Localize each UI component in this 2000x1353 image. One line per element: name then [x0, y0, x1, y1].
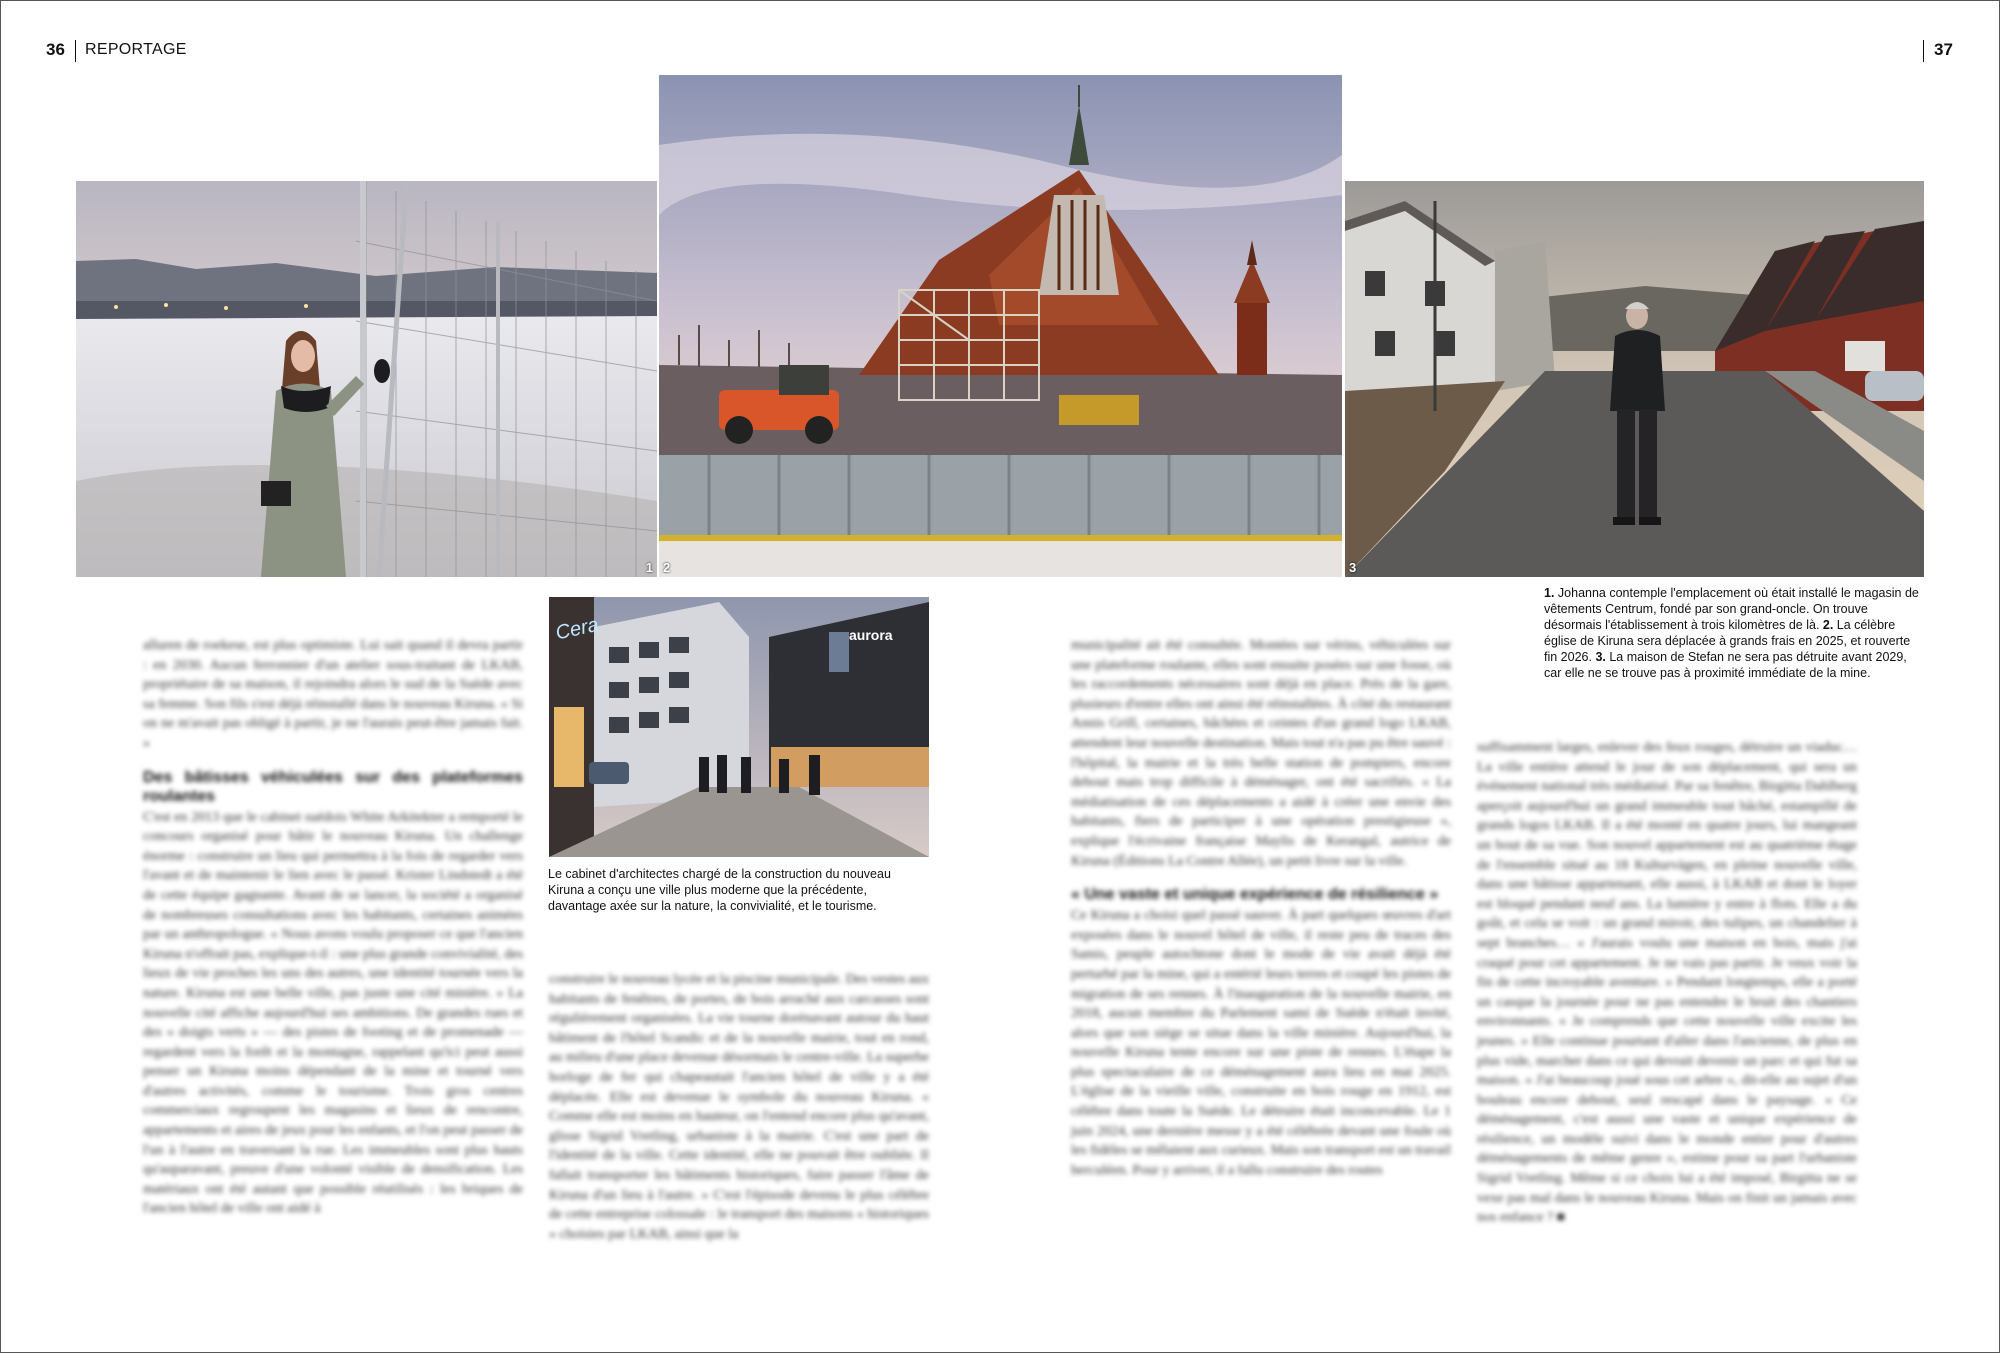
- caption-2-text: La célèbre église de Kiruna sera déplacée à grands frais en 2025, et rouverte fin 2026.: [1544, 618, 1911, 664]
- inset-photo-caption: Le cabinet d'architectes chargé de la construction du nouveau Kiruna a conçu une ville plus moderne que la précédente, davantage axée sur la nature, la convivialité, et le tourisme.: [548, 867, 891, 913]
- col3-body-2: Ce Kiruna a choisi quel passé sauver. À part quelques œuvres d'art exposées dans le nouvel hôtel de ville, il reste peu de traces des Samis, peuple autochtone dont le mode de vie avait déjà été perturbé par la mine, qui a entérié leurs terres et coupé les pistes de migration de ses rennes. À l'inauguration de la nouvelle mairie, en 2018, aucun membre du Parlement sami de Suède n'était invité, alors que son siège se situe dans la ville minière. Aujourd'hui, la nouvelle Kiruna tente encore sur une piste de rennes. L'étape la plus spectaculaire de ce déménagement aura lieu en mai 2025. L'église de la vieille ville, construite en bois rouge en 1912, est célèbre dans toute la Suède. Le détruire était inconcevable. Le 1 juin 2024, une dernière messe y a été célébrée devant une foule où les fidèles se mêlaient aux curieux. Mais son transport est un travail herculéen. Pour y arriver, il a fallu construire des routes: [1071, 908, 1451, 1178]
- caption-3-number: 3.: [1595, 650, 1606, 664]
- caption-1-text: Johanna contemple l'emplacement où était installé le magasin de vêtements Centrum, fondé par son grand-oncle. On trouve désormais l'établissement à trois kilomètres de là.: [1544, 586, 1919, 632]
- left-page-number: 36: [46, 40, 65, 59]
- photo-number-3: 3: [1349, 560, 1357, 575]
- shop-neon-sign: Cera: [553, 613, 601, 645]
- header-divider-left: [75, 40, 76, 62]
- caption-1-number: 1.: [1544, 586, 1555, 600]
- photo-aurora-street: [549, 597, 929, 857]
- right-page-number: 37: [1934, 40, 1953, 59]
- col1-intro: alluren de roekese, est plus optimiste. Lui sait quand il devra partir : en 2030. Aucun ferronnier d'un atelier sous-traitant de LKAB, propriétaire de sa maison, il rejoindra alors le sud de la Suède avec sa femme. Son fils s'est déjà réinstallé dans le nouveau Kiruna. « Si on ne m'avait pas obligé à partir, je ne l'aurais peut-être jamais fait. »: [143, 638, 523, 751]
- article-column-2: [549, 970, 929, 1244]
- aurora-sign: aurora: [849, 627, 893, 643]
- header-divider-right: [1923, 40, 1924, 62]
- col2-body: construire le nouveau lycée et la piscine municipale. Des vestes aux habitants de fenêtres, de portes, de bois arraché aux carcasses sont régulièrement organisées. La vie tourne dorénavant autour du haut bâtiment de l'hôtel Scandic et de la nouvelle mairie, tout en rond, au milieu d'une place devenue désormais le centre-ville. La superbe horloge de fer qui chapeautait l'ancien hôtel de ville y a été déplacée. Elle est devenue le symbole du nouveau Kiruna. « Comme elle est moins en hauteur, on l'entend encore plus qu'avant, glisse Sigrid Vretling, urbaniste à la mairie. C'est une part de l'identité de la ville. Cette identité, elle ne pouvait être oubliée. Il fallait transporter les bâtiments historiques, faire passer l'âme de Kiruna d'un lieu à l'autre. » C'est l'épisode devenu le plus célèbre de cette entreprise colossale : le transport des maisons « historiques » choisies par LKAB, ainsi que la: [549, 972, 929, 1242]
- article-column-1: [143, 636, 523, 1219]
- photo-man-in-street: [1345, 181, 1924, 577]
- photo-woman-at-fence: [76, 181, 657, 577]
- photo-number-1: 1: [645, 560, 653, 575]
- col3-subheading: « Une vaste et unique expérience de résilience »: [1071, 886, 1439, 904]
- photo-captions: [1544, 585, 1924, 681]
- caption-2-number: 2.: [1822, 618, 1834, 632]
- col3-body: municipalité ait été consultée. Montées sur vérins, véhiculées sur une plateforme roulante, elles sont ensuite posées sur une fosse, où les raccordements nécessaires sont déjà en place. Près de la gare, plusieurs d'entre elles ont ainsi été réinstallées. À côté du restaurant Annis Grill, certaines, bâchées et ceintes d'un grand logo LKAB, attendent leur nouvelle destination. Mais tout n'a pas pu être sauvé : l'hôpital, la mairie et la très belle station de pompiers, encore debout mais trop difficile à déménager, ont été sacrifiés. « La médiatisation de ces déplacements a aidé à créer une envie des habitants, fiers de participer à une opération prestigieuse », explique l'écrivaine française Maylis de Kerangal, autrice de Kiruna (Éditions La Contre Allée), un petit livre sur la ville.: [1071, 638, 1451, 869]
- article-column-4: [1477, 738, 1857, 1228]
- photo-number-2: 2: [663, 560, 671, 575]
- col1-body: C'est en 2013 que le cabinet suédois White Arkitekter a remporté le concours organisé pour bâtir le nouveau Kiruna. Un challenge énorme : construire un lieu qui permettra à la fois de regarder vers l'avant et de maintenir le lien avec le passé. Krister Lindstedt a été de cette équipe gagnante. Avant de se lancer, la société a organisé de nombreuses consultations avec les habitants, certaines animées par un anthropologue. « Nous avons voulu proposer ce que l'ancien Kiruna n'offrait pas, explique-t-il : une plus grande convivialité, des lieux de vie proches les uns des autres, une identité tournée vers la nature. Kiruna est une belle ville, pas juste une cité minière. » La nouvelle cité affiche aujourd'hui ses ambitions. De grandes rues et des « doigts verts » — des pistes de footing et de promenade — regardent vers la forêt et la montagne, rappelant qu'ici peut aussi penser un Kiruna moins dépendant de la mine et tourné vers d'autres activités, comme le tourisme. Trois gros centres commerciaux regroupent les magasins et lieux de rencontre, appartements et aires de jeux pour les enfants, et l'on peut passer de l'un à l'autre en traversant la rue. Les immeubles sont plus hauts qu'auparavant, preuve d'une volonté visible de densification. Les matériaux ont été autant que possible réutilisés : les briques de l'ancien hôtel de ville ont aidé à: [143, 809, 523, 1217]
- col1-subheading: Des bâtisses véhiculées sur des plateformes roulantes: [143, 768, 523, 805]
- caption-3-text: La maison de Stefan ne sera pas détruite avant 2029, car elle ne se trouve pas à proximité immédiate de la mine.: [1544, 650, 1907, 680]
- section-label: REPORTAGE: [85, 41, 187, 58]
- col4-body: suffisamment larges, enlever des feux rouges, détruire un viaduc… La ville entière attend le jour de son déplacement, qui sera un événement national très médiatisé. Par sa fenêtre, Birgitta Dahlberg aperçoit aujourd'hui un grand immeuble tout bâché, estampillé de grands logos LKAB. Il a été monté en quatre jours, lui mangeant un bout de sa vue. Son nouvel appartement est au quatrième étage de l'ensemble situé au 18 Kulturvägen, en pleine nouvelle ville, dans une bâtisse appartenant, elle aussi, à LKAB et dont le loyer est bloqué pendant neuf ans. La lumière y entre à flots. Elle a du goût, et cela se voit : un grand miroir, des tulipes, un chandelier à sept branches… « J'aurais voulu une maison en bois, mais j'ai craqué pour cet appartement. Je ne vais pas partir. Je veux voir la fin de cette incroyable aventure. » Pendant longtemps, elle a porté un casque la journée pour ne pas entendre le bruit des chantiers environnants. « Je comprends que cette nouvelle ville excite les jeunes. » Elle continue pourtant d'aller dans l'ancienne, de plus en plus vide, marcher dans ce qui devrait devenir un parc et qui fut sa maison. « J'ai beaucoup joué sous cet arbre », dit-elle au sujet d'un bouleau encore debout, seul rescapé dans le paysage. « Ce déménagement, c'est aussi une vaste et unique expérience de résilience, un modèle suivi dans le monde entier pour d'autres déménagements de même genre », estime pour sa part l'urbaniste Sigrid Vretling. Même si ce choix lui a été imposé, Birgitta ne se vexe pas mal dans le nouveau Kiruna. Mais on finit un jamais avec nos enfance ? ■: [1477, 740, 1857, 1226]
- photo-church: [659, 75, 1342, 577]
- article-column-3: [1071, 636, 1451, 1180]
